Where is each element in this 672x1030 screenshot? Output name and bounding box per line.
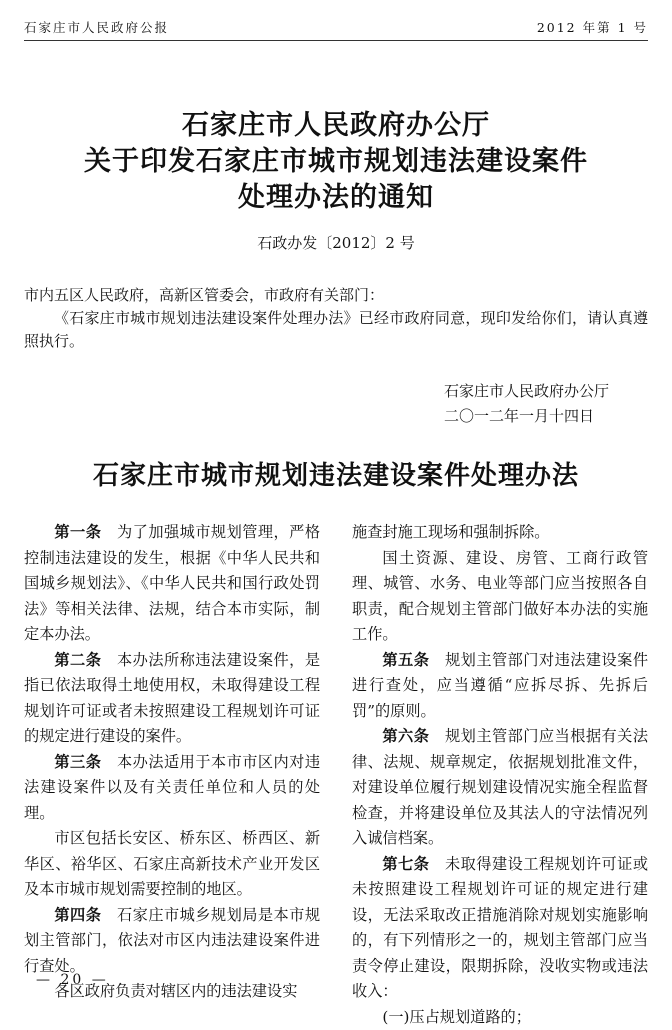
paragraph	[352, 520, 648, 546]
article-text: 本办法适用于本市市区内对违法建设案件以及有关责任单位和人员的处理。	[24, 753, 320, 822]
article-label: 第六条	[382, 727, 429, 745]
running-header	[24, 18, 648, 41]
left-column	[24, 520, 320, 1005]
notice-title-line-3: 处理办法的通知	[0, 180, 672, 216]
article-paragraph	[24, 520, 320, 648]
article-text: 各区政府负责对辖区内的违法建设实	[54, 982, 297, 1000]
right-column	[352, 520, 648, 1030]
article-text: 本办法所称违法建设案件，是指已依法取得土地使用权，未取得建设工程规划许可证或者未按照建设工程规划许可证的规定进行建设的案件。	[24, 651, 320, 746]
paragraph	[24, 826, 320, 903]
paragraph	[352, 546, 648, 648]
article-text: 规划主管部门对违法建设案件进行查处，应当遵循“应拆尽拆、先拆后罚”的原则。	[352, 651, 648, 720]
article-text: 未取得建设工程规划许可证或未按照建设工程规划许可证的规定进行建设，无法采取改正措施消除对规划实施影响的，有下列情形之一的，规划主管部门应当责令停止建设，限期拆除，没收实物或违法收入：	[352, 855, 648, 1001]
article-text: 石家庄市城乡规划局是本市规划主管部门，依法对市区内违法建设案件进行查处。	[24, 906, 320, 975]
signer: 石家庄市人民政府办公厅	[444, 380, 609, 401]
issue-number: 2012 年第 1 号	[537, 18, 648, 36]
article-text: 施查封施工现场和强制拆除。	[352, 523, 549, 541]
article-paragraph	[24, 648, 320, 750]
article-text: 为了加强城市规划管理，严格控制违法建设的发生，根据《中华人民共和国城乡规划法》、《中华人民共和国行政处罚法》等相关法律、法规，结合本市实际，制定本办法。	[24, 523, 320, 643]
paragraph	[352, 1005, 648, 1030]
article-text: 市区包括长安区、桥东区、桥西区、新华区、裕华区、石家庄高新技术产业开发区及本市城市规划需要控制的地区。	[24, 829, 320, 898]
notice-body: 《石家庄市城市规划违法建设案件处理办法》已经市政府同意，现印发给你们，请认真遵照执行。	[24, 307, 648, 353]
notice-title-line-1: 石家庄市人民政府办公厅	[0, 108, 672, 144]
article-text: (一)压占规划道路的；	[382, 1008, 531, 1026]
article-text: 规划主管部门应当根据有关法律、法规、规章规定，依据规划批准文件，对建设单位履行规划建设情况实施全程监督检查，并将建设单位及其法人的守法情况列入诚信档案。	[352, 727, 648, 847]
article-paragraph	[352, 724, 648, 852]
article-paragraph	[24, 750, 320, 827]
article-text: 国土资源、建设、房管、工商行政管理、城管、水务、电业等部门应当按照各自职责，配合规划主管部门做好本办法的实施工作。	[352, 549, 648, 644]
article-paragraph	[352, 852, 648, 1005]
addressee: 市内五区人民政府，高新区管委会，市政府有关部门：	[24, 284, 648, 306]
page-number: — 20 —	[36, 972, 109, 988]
notice-title-line-2: 关于印发石家庄市城市规划违法建设案件	[0, 144, 672, 180]
article-paragraph	[352, 648, 648, 725]
article-label: 第五条	[382, 651, 429, 669]
article-label: 第二条	[54, 651, 101, 669]
article-paragraph	[24, 903, 320, 980]
article-label: 第一条	[54, 523, 101, 541]
issue-date: 二〇一二年一月十四日	[444, 405, 594, 426]
article-label: 第三条	[54, 753, 101, 771]
document-number: 石政办发〔2012〕2 号	[0, 232, 672, 253]
measures-title: 石家庄市城市规划违法建设案件处理办法	[0, 458, 672, 494]
article-label: 第七条	[382, 855, 429, 873]
article-label: 第四条	[54, 906, 101, 924]
publication-name: 石家庄市人民政府公报	[24, 18, 169, 36]
